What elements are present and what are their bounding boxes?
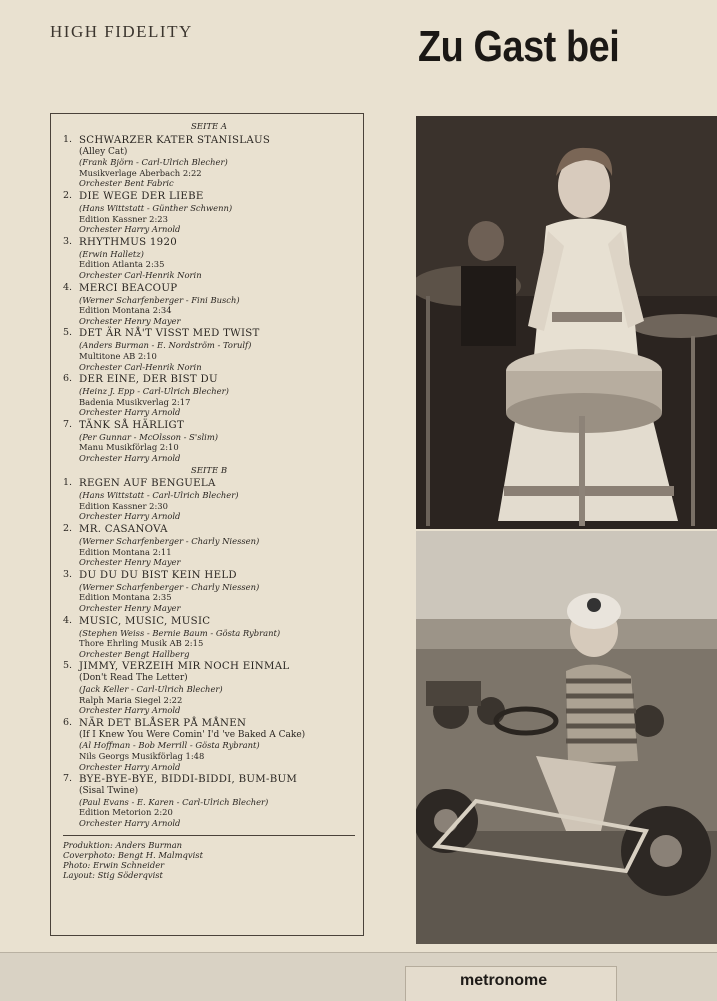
track-title: DET ÄR NÅ'T VISST MED TWIST	[79, 328, 260, 340]
track-publisher: Edition Montana 2:11	[79, 546, 172, 557]
track-credits: (Stephen Weiss - Bernie Baum - Gösta Rybrant)	[79, 627, 281, 638]
track-credits: (Hans Wittstatt - Carl-Ulrich Blecher)	[79, 490, 239, 501]
track-title: MERCI BEACOUP	[79, 282, 178, 294]
track-number: 7.	[63, 773, 73, 785]
track-subtitle: (Alley Cat)	[79, 146, 128, 157]
track-orchestra: Orchester Bengt Hallberg	[79, 648, 190, 659]
track-number: 4.	[63, 281, 73, 293]
series-label: HIGH FIDELITY	[50, 22, 193, 41]
track-entry	[63, 718, 355, 772]
gokart-illustration	[416, 531, 717, 944]
track-title: NÄR DET BLÅSER PÅ MÅNEN	[79, 717, 247, 729]
track-publisher: Nils Georgs Musikförlag 1:48	[79, 750, 205, 761]
track-credits: (Werner Scharfenberger - Fini Busch)	[79, 294, 240, 305]
track-entry	[63, 237, 355, 281]
track-number: 5.	[63, 660, 73, 672]
track-credits: (Heinz J. Epp - Carl-Ulrich Blecher)	[79, 386, 229, 397]
track-orchestra: Orchester Henry Mayer	[79, 603, 181, 613]
track-orchestra: Orchester Henry Mayer	[79, 315, 181, 326]
track-title: DER EINE, DER BIST DU	[79, 374, 218, 386]
production-line: Photo: Erwin Schneider	[63, 859, 165, 870]
track-subtitle: (Sisal Twine)	[79, 786, 139, 797]
track-credits: (Hans Wittstatt - Günther Schwenn)	[79, 202, 233, 213]
track-number: 2.	[63, 189, 73, 201]
track-entry	[63, 374, 355, 418]
track-orchestra: Orchester Harry Arnold	[79, 817, 181, 828]
side-a-heading: SEITE A	[190, 122, 228, 132]
track-publisher: Edition Kassner 2:30	[79, 500, 168, 511]
track-credits: (Al Hoffman - Bob Merrill - Gösta Rybrant)	[79, 740, 260, 751]
side-b-heading: SEITE B	[190, 465, 228, 476]
track-number: 1.	[63, 477, 73, 489]
track-number: 6.	[63, 373, 73, 385]
track-credits: (Anders Burman - E. Nordström - Torulf)	[79, 340, 252, 351]
track-publisher: Badenia Musikverlag 2:17	[79, 396, 191, 407]
track-subtitle: (Don't Read The Letter)	[79, 673, 188, 684]
track-credits: (Frank Björn - Carl-Ulrich Blecher)	[79, 157, 228, 168]
track-title: DIE WEGE DER LIEBE	[79, 190, 204, 202]
track-entry	[63, 774, 355, 828]
track-number: 2.	[63, 523, 73, 535]
track-subtitle: (If I Knew You Were Comin' I'd 've Baked A Cake)	[79, 729, 306, 740]
track-entry	[63, 478, 355, 522]
track-orchestra: Orchester Harry Arnold	[79, 453, 181, 464]
track-title: RHYTHMUS 1920	[79, 236, 178, 248]
track-publisher: Edition Montana 2:34	[79, 305, 172, 316]
track-orchestra: Orchester Carl-Henrik Norin	[79, 361, 202, 372]
track-orchestra: Orchester Bent Fabric	[79, 178, 174, 189]
track-orchestra: Orchester Harry Arnold	[79, 407, 181, 418]
track-title: BYE-BYE-BYE, BIDDI-BIDDI, BUM-BUM	[79, 774, 298, 786]
track-publisher: Ralph Maria Siegel 2:22	[79, 694, 183, 705]
track-credits: (Jack Keller - Carl-Ulrich Blecher)	[79, 683, 223, 694]
track-orchestra: Orchester Harry Arnold	[79, 224, 181, 235]
track-title: TÄNK SÅ HÄRLIGT	[79, 419, 185, 431]
track-publisher: Edition Metorion 2:20	[79, 807, 173, 818]
track-publisher: Edition Montana 2:35	[79, 592, 172, 603]
photo-gokart	[416, 531, 717, 944]
track-title: MUSIC, MUSIC, MUSIC	[79, 615, 211, 627]
track-entry	[63, 135, 355, 189]
track-orchestra: Orchester Harry Arnold	[79, 511, 181, 522]
track-entry	[63, 328, 355, 372]
track-publisher: Multitone AB 2:10	[79, 350, 157, 361]
drummer-illustration	[416, 116, 717, 529]
production-credits	[63, 835, 355, 881]
track-credits: (Per Gunnar - McOlsson - S'slim)	[79, 431, 219, 442]
production-line: Coverphoto: Bengt H. Malmqvist	[63, 849, 203, 860]
track-number: 7.	[63, 418, 73, 430]
track-entry	[63, 283, 355, 327]
track-publisher: Edition Kassner 2:23	[79, 213, 168, 224]
track-credits: (Werner Scharfenberger - Charly Niessen)	[79, 581, 260, 592]
track-entry	[63, 570, 355, 614]
track-credits: (Werner Scharfenberger - Charly Niessen)	[79, 536, 260, 547]
track-number: 4.	[63, 614, 73, 626]
album-title: Zu Gast bei	[418, 22, 620, 71]
production-line: Layout: Stig Söderqvist	[63, 870, 163, 881]
track-entry	[63, 661, 355, 715]
track-orchestra: Orchester Henry Mayer	[79, 557, 181, 568]
track-title: MR. CASANOVA	[79, 524, 168, 536]
track-number: 5.	[63, 327, 73, 339]
track-credits: (Paul Evans - E. Karen - Carl-Ulrich Blecher)	[79, 796, 269, 807]
side-a-tracks	[63, 135, 355, 464]
track-title: DU DU DU BIST KEIN HELD	[79, 569, 237, 581]
track-number: 6.	[63, 716, 73, 728]
track-entry	[63, 191, 355, 235]
track-orchestra: Orchester Harry Arnold	[79, 705, 181, 716]
track-publisher: Musikverlage Aberbach 2:22	[79, 167, 202, 178]
track-number: 1.	[63, 133, 73, 145]
track-number: 3.	[63, 568, 73, 580]
track-orchestra: Orchester Carl-Henrik Norin	[79, 269, 202, 280]
track-title: SCHWARZER KATER STANISLAUS	[79, 134, 271, 146]
brand-logo: metronome	[460, 972, 548, 989]
track-title: JIMMY, VERZEIH MIR NOCH EINMAL	[79, 661, 290, 673]
track-number: 3.	[63, 235, 73, 247]
production-line: Produktion: Anders Burman	[63, 839, 183, 850]
track-title: REGEN AUF BENGUELA	[79, 478, 216, 490]
track-orchestra: Orchester Harry Arnold	[79, 761, 181, 772]
track-publisher: Edition Atlanta 2:35	[79, 259, 165, 270]
photo-drummer	[416, 116, 717, 529]
track-credits: (Erwin Halletz)	[79, 248, 144, 259]
track-entry	[63, 616, 355, 660]
side-b-tracks	[63, 478, 355, 828]
tracklist-box	[50, 113, 364, 936]
track-entry	[63, 420, 355, 464]
track-publisher: Thore Ehrling Musik AB 2:15	[79, 638, 204, 649]
track-publisher: Manu Musikförlag 2:10	[79, 442, 179, 453]
track-entry	[63, 524, 355, 568]
